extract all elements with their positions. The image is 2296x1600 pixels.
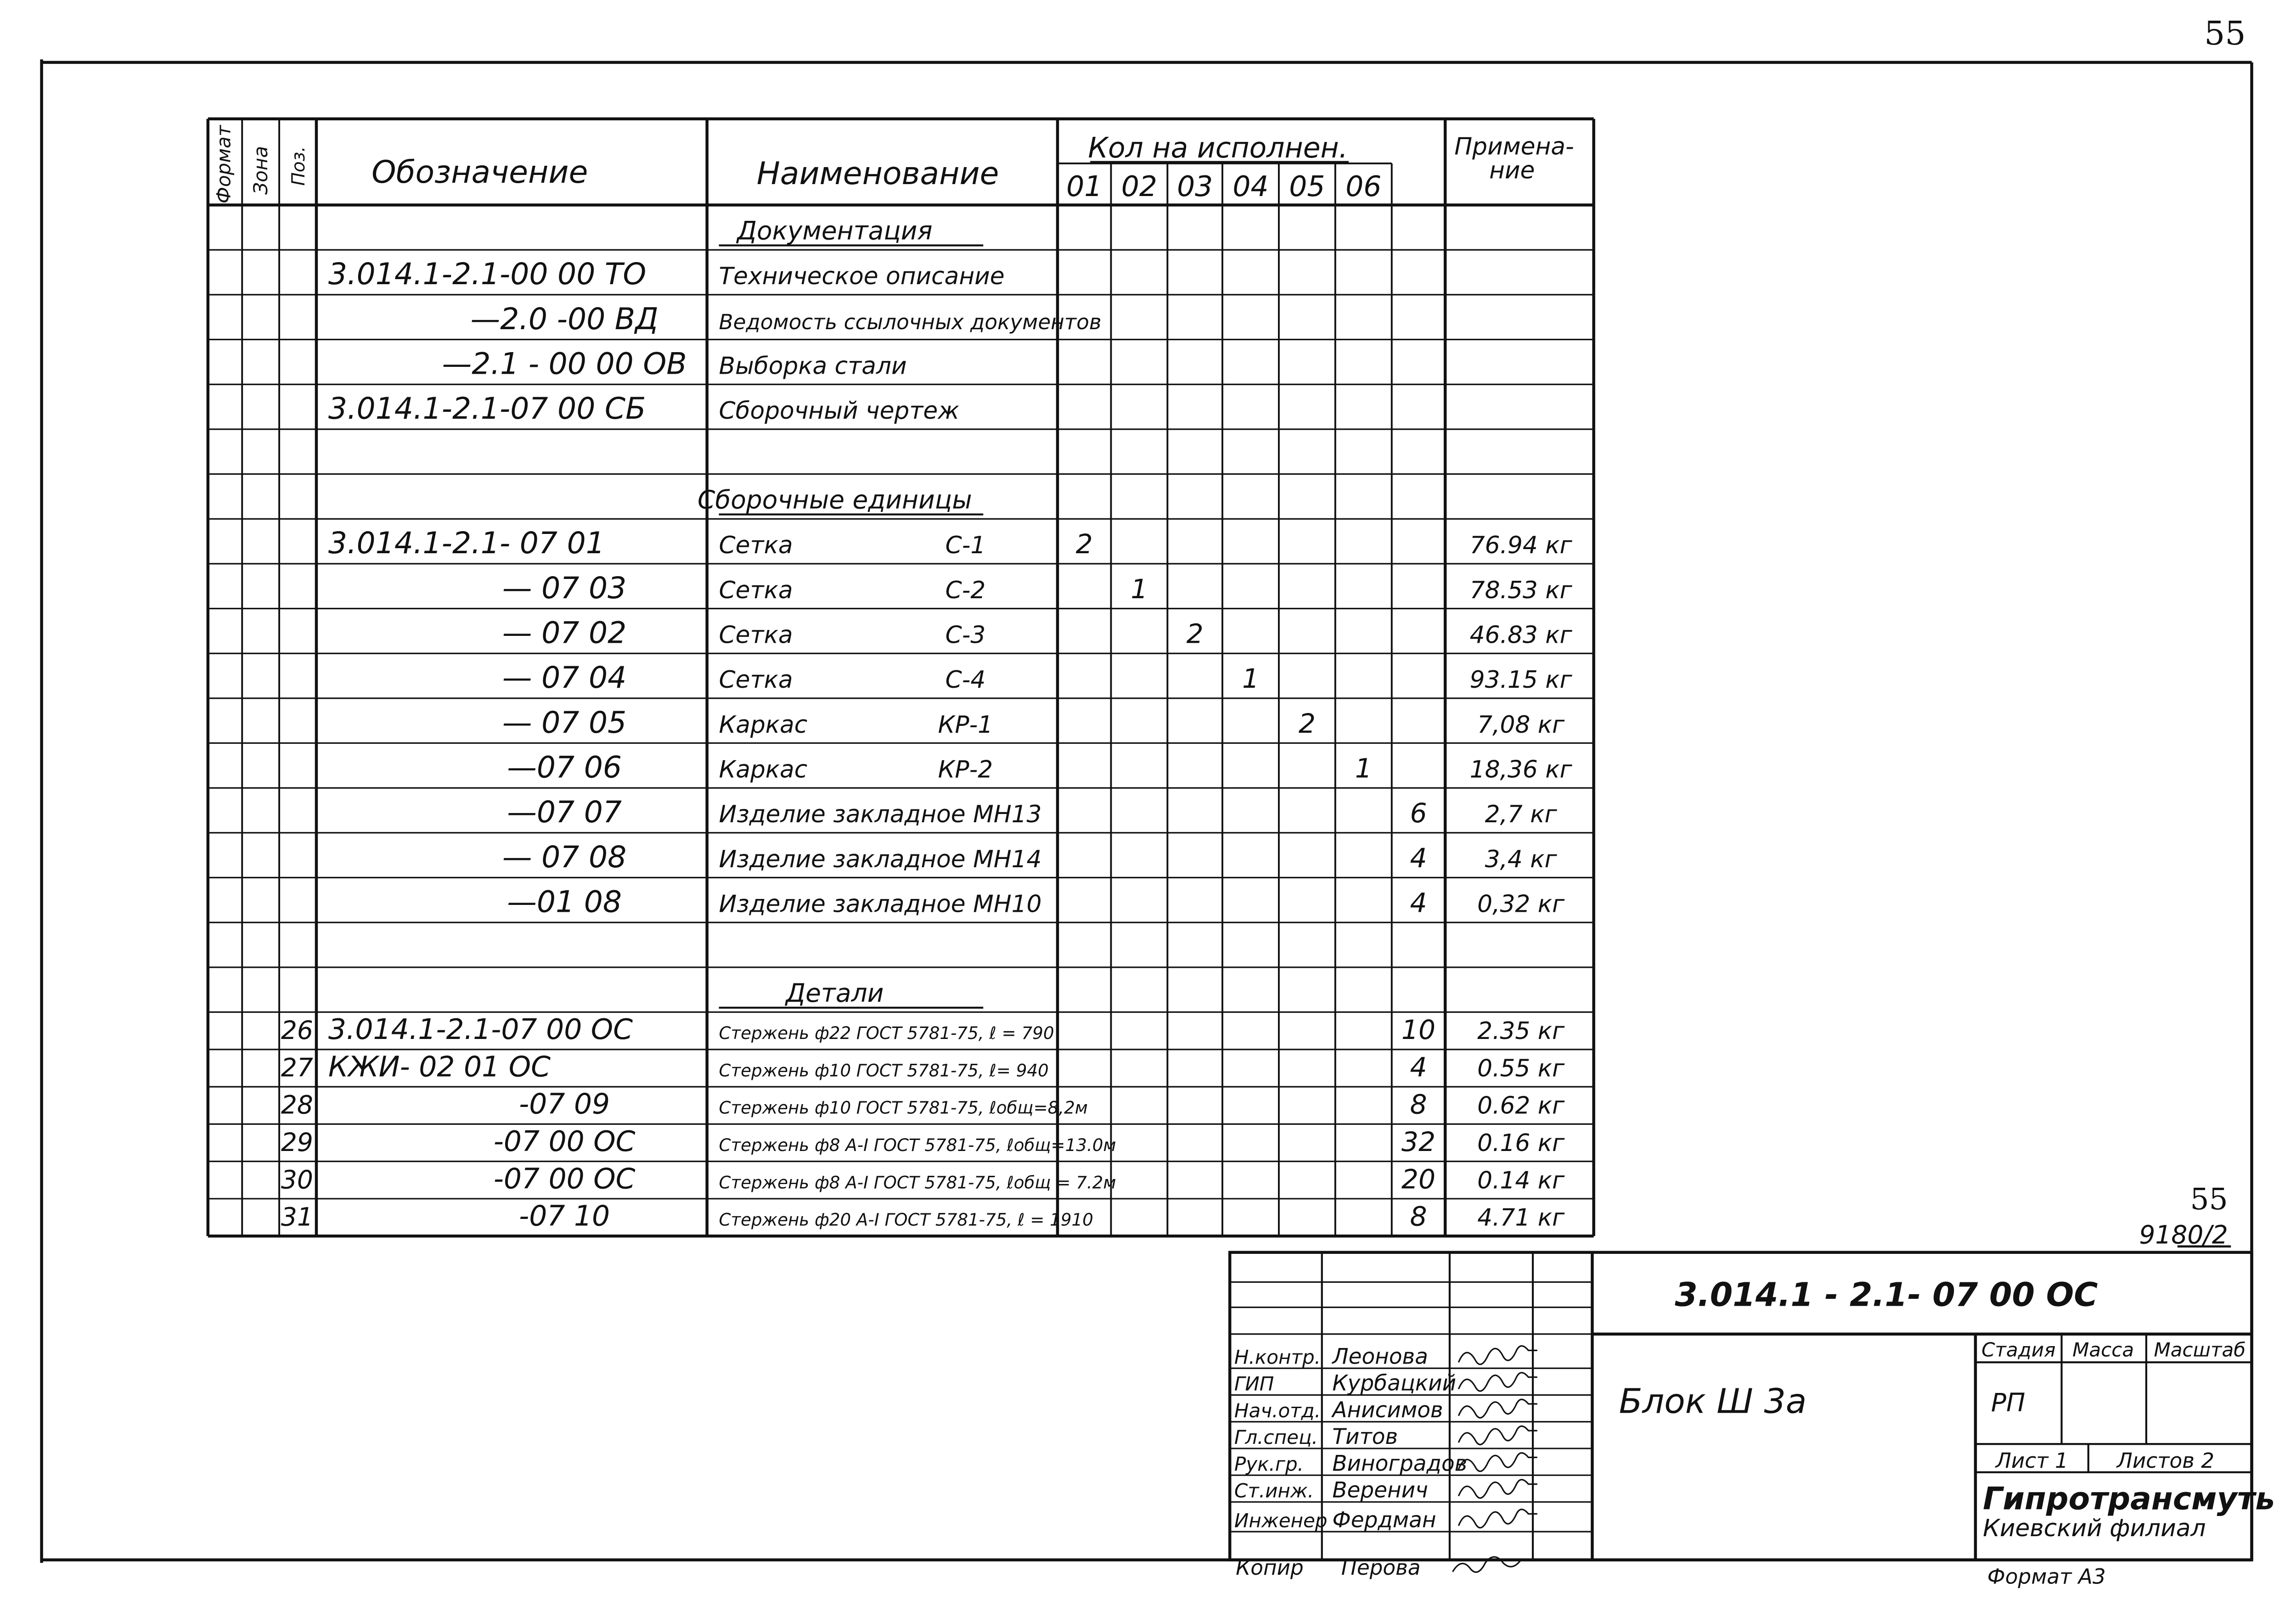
row-application: 0.62 кг	[1477, 1092, 1565, 1120]
row-application: 7,08 кг	[1477, 711, 1565, 739]
staff-role: Нач.отд.	[1234, 1399, 1321, 1422]
table-row	[502, 661, 1573, 695]
row-designation: — 07 02	[502, 616, 627, 651]
table-row	[442, 347, 907, 382]
row-qty: 8	[1410, 1089, 1427, 1120]
table-row	[328, 392, 959, 426]
table-row	[502, 706, 1565, 740]
row-designation: —2.1 - 00 00 ОВ	[442, 347, 687, 382]
page-number-bottom: 55	[2190, 1182, 2228, 1217]
section-row	[719, 216, 984, 246]
row-designation: 3.014.1-2.1-07 00 ОС	[328, 1013, 633, 1046]
table-row	[507, 751, 1572, 785]
row-position: 27	[281, 1053, 313, 1083]
row-application: 2.35 кг	[1477, 1017, 1565, 1045]
row-name: Изделие закладное МН13	[719, 801, 1042, 829]
row-qty: 20	[1401, 1163, 1436, 1195]
signature-mark	[1458, 1453, 1537, 1471]
document-code: 3.014.1 - 2.1- 07 00 ОС	[1675, 1275, 2098, 1314]
staff-role: Рук.гр.	[1234, 1453, 1304, 1476]
row-designation: 3.014.1-2.1- 07 01	[328, 526, 605, 561]
title-block	[1230, 1252, 2275, 1589]
archive-number: 9180/2	[2139, 1220, 2228, 1250]
row-name: Каркас	[719, 756, 808, 784]
specification-table	[208, 119, 1594, 1236]
row-application: 76.94 кг	[1469, 532, 1572, 560]
scale-label: Масштаб	[2154, 1338, 2246, 1361]
section-heading: Детали	[786, 978, 884, 1008]
sheet-count: Листов 2	[2116, 1448, 2215, 1473]
row-name: Сетка	[719, 621, 793, 649]
table-row	[281, 1013, 1565, 1046]
variant-header-05: 05	[1289, 170, 1325, 203]
row-application: 93.15 кг	[1469, 666, 1572, 694]
row-mark: С-2	[945, 576, 986, 604]
row-designation: —2.0 -00 ВД	[470, 302, 658, 337]
section-heading: Сборочные единицы	[697, 485, 972, 515]
row-application: 0,32 кг	[1477, 890, 1565, 918]
row-designation: 3.014.1-2.1-07 00 СБ	[328, 392, 646, 427]
row-name: Стержень ф8 А-I ГОСТ 5781-75, ℓобщ=13.0м	[719, 1135, 1116, 1156]
row-name: Выборка стали	[719, 352, 907, 380]
drawing-title: Блок Ш 3а	[1619, 1381, 1807, 1421]
section-row	[719, 978, 984, 1008]
staff-row	[1234, 1398, 1537, 1423]
row-qty: 4	[1410, 842, 1427, 874]
table-row	[502, 840, 1558, 875]
header-qty-group: Кол на исполнен.	[1088, 131, 1348, 165]
staff-role: Ст.инж.	[1234, 1479, 1314, 1502]
row-position: 30	[281, 1165, 313, 1195]
row-qty: 6	[1410, 797, 1427, 829]
table-row	[502, 616, 1573, 651]
row-application: 0.55 кг	[1477, 1055, 1565, 1083]
row-name: Ведомость ссылочных документов	[719, 309, 1102, 334]
stage-label: Стадия	[1981, 1338, 2056, 1361]
row-application: 2,7 кг	[1485, 801, 1557, 829]
row-mark: КР-2	[938, 756, 993, 784]
row-designation: -07 10	[519, 1200, 610, 1233]
row-mark: С-4	[945, 666, 986, 694]
staff-row	[1234, 1371, 1537, 1396]
row-application: 18,36 кг	[1469, 756, 1572, 784]
header-pos: Поз.	[288, 146, 310, 186]
row-qty: 10	[1401, 1014, 1436, 1046]
variant-header-06: 06	[1345, 170, 1382, 203]
table-row	[328, 257, 1005, 292]
spec-rows	[281, 216, 1573, 1233]
row-qty: 8	[1410, 1201, 1427, 1232]
row-designation: —01 08	[507, 885, 622, 920]
staff-role: Н.контр.	[1234, 1346, 1321, 1369]
staff-name: Веренич	[1332, 1477, 1428, 1503]
variant-header-03: 03	[1177, 170, 1213, 203]
table-row	[328, 526, 1573, 561]
variant-header-04: 04	[1232, 170, 1269, 203]
row-mark: С-3	[945, 621, 986, 649]
section-heading: Документация	[737, 216, 933, 246]
table-row	[281, 1162, 1565, 1195]
row-qty: 2	[1298, 707, 1316, 739]
header-format: Формат	[212, 125, 235, 204]
table-row	[507, 795, 1557, 830]
row-name: Каркас	[719, 711, 808, 739]
row-qty: 4	[1410, 1051, 1427, 1083]
row-name: Изделие закладное МН14	[719, 845, 1042, 873]
row-application: 3,4 кг	[1485, 845, 1557, 873]
staff-role: Инженер	[1234, 1509, 1328, 1532]
section-row	[698, 485, 983, 515]
row-designation: — 07 04	[502, 661, 627, 696]
row-application: 46.83 кг	[1469, 621, 1572, 649]
row-position: 28	[281, 1090, 313, 1120]
row-name: Сборочный чертеж	[719, 397, 959, 425]
signature-mark	[1458, 1510, 1537, 1528]
signature-mark	[1458, 1426, 1537, 1444]
row-name: Стержень ф20 А-I ГОСТ 5781-75, ℓ = 1910	[719, 1209, 1093, 1230]
variant-headers	[1066, 170, 1381, 203]
staff-row	[1234, 1344, 1537, 1369]
row-name: Стержень ф22 ГОСТ 5781-75, ℓ = 790	[719, 1023, 1054, 1044]
stage-value: РП	[1991, 1388, 2026, 1418]
staff-row	[1234, 1507, 1537, 1533]
staff-role: ГИП	[1234, 1372, 1274, 1395]
row-name: Сетка	[719, 576, 793, 604]
staff-row	[1234, 1424, 1537, 1449]
header-application-line2: ние	[1489, 157, 1535, 185]
row-designation: -07 00 ОС	[493, 1125, 636, 1158]
organization-name: Гипротрансмуть	[1983, 1481, 2275, 1517]
table-row	[281, 1050, 1565, 1083]
row-designation: — 07 05	[502, 705, 627, 740]
table-row	[281, 1125, 1565, 1158]
row-designation: — 07 08	[502, 840, 627, 875]
row-qty: 1	[1242, 663, 1259, 695]
table-row	[471, 302, 1102, 337]
header-name: Наименование	[756, 156, 999, 192]
table-row	[281, 1200, 1565, 1233]
copier-role: Копир	[1236, 1555, 1304, 1580]
staff-name: Анисимов	[1332, 1397, 1443, 1423]
staff-name: Курбацкий	[1332, 1370, 1457, 1396]
page-number-top: 55	[2204, 14, 2246, 53]
sheet-number: Лист 1	[1995, 1448, 2068, 1473]
row-name: Сетка	[719, 532, 793, 560]
row-designation: -07 00 ОС	[493, 1162, 636, 1196]
variant-header-02: 02	[1121, 170, 1157, 203]
mass-label: Масса	[2072, 1338, 2134, 1361]
signature-mark	[1458, 1399, 1537, 1418]
header-application	[1454, 133, 1581, 185]
copier-name: Перова	[1341, 1555, 1421, 1580]
row-designation: КЖИ- 02 01 ОС	[328, 1050, 551, 1084]
staff-row	[1234, 1451, 1537, 1476]
signature-mark	[1458, 1480, 1537, 1498]
header-designation: Обозначение	[371, 154, 588, 191]
row-application: 0.16 кг	[1477, 1129, 1565, 1157]
table-row	[507, 885, 1565, 920]
staff-name: Титов	[1332, 1424, 1398, 1450]
row-mark: КР-1	[938, 711, 993, 739]
row-designation: —07 07	[507, 795, 622, 830]
row-name: Стержень ф8 А-I ГОСТ 5781-75, ℓобщ = 7.2м	[719, 1172, 1116, 1193]
row-application: 78.53 кг	[1469, 576, 1572, 604]
header-zone: Зона	[249, 146, 272, 195]
staff-name: Фердман	[1332, 1507, 1436, 1533]
row-application: 4.71 кг	[1477, 1204, 1565, 1232]
row-mark: С-1	[945, 532, 986, 560]
staff-role: Гл.спец.	[1234, 1426, 1318, 1449]
variant-header-01: 01	[1066, 170, 1103, 203]
row-qty: 1	[1355, 752, 1372, 784]
row-name: Стержень ф10 ГОСТ 5781-75, ℓобщ=8,2м	[719, 1097, 1088, 1118]
signature-mark	[1458, 1346, 1537, 1364]
row-designation: — 07 03	[502, 571, 627, 606]
organization-branch: Киевский филиал	[1983, 1514, 2206, 1542]
row-name: Изделие закладное МН10	[719, 890, 1042, 918]
signature-mark	[1458, 1373, 1537, 1391]
row-designation: -07 09	[519, 1088, 610, 1121]
staff-name: Виноградов	[1332, 1451, 1468, 1476]
row-application: 0.14 кг	[1477, 1167, 1565, 1195]
format-label: Формат А3	[1987, 1564, 2106, 1589]
row-qty: 4	[1410, 887, 1427, 919]
staff-row	[1234, 1478, 1537, 1503]
row-qty: 2	[1075, 528, 1093, 560]
row-position: 29	[281, 1127, 313, 1157]
row-position: 31	[281, 1202, 313, 1232]
row-name: Техническое описание	[719, 263, 1005, 291]
row-designation: —07 06	[507, 750, 622, 785]
table-row	[502, 571, 1573, 606]
row-position: 26	[281, 1016, 313, 1045]
row-designation: 3.014.1-2.1-00 00 ТО	[328, 257, 647, 292]
row-name: Стержень ф10 ГОСТ 5781-75, ℓ= 940	[719, 1060, 1049, 1081]
row-qty: 32	[1401, 1126, 1436, 1158]
staff-signatures	[1234, 1344, 1537, 1533]
staff-name: Леонова	[1332, 1344, 1428, 1370]
header-application-line1: Примена-	[1454, 133, 1574, 161]
row-name: Сетка	[719, 666, 793, 694]
row-qty: 2	[1186, 618, 1204, 650]
table-row	[281, 1088, 1565, 1121]
row-qty: 1	[1131, 573, 1148, 605]
